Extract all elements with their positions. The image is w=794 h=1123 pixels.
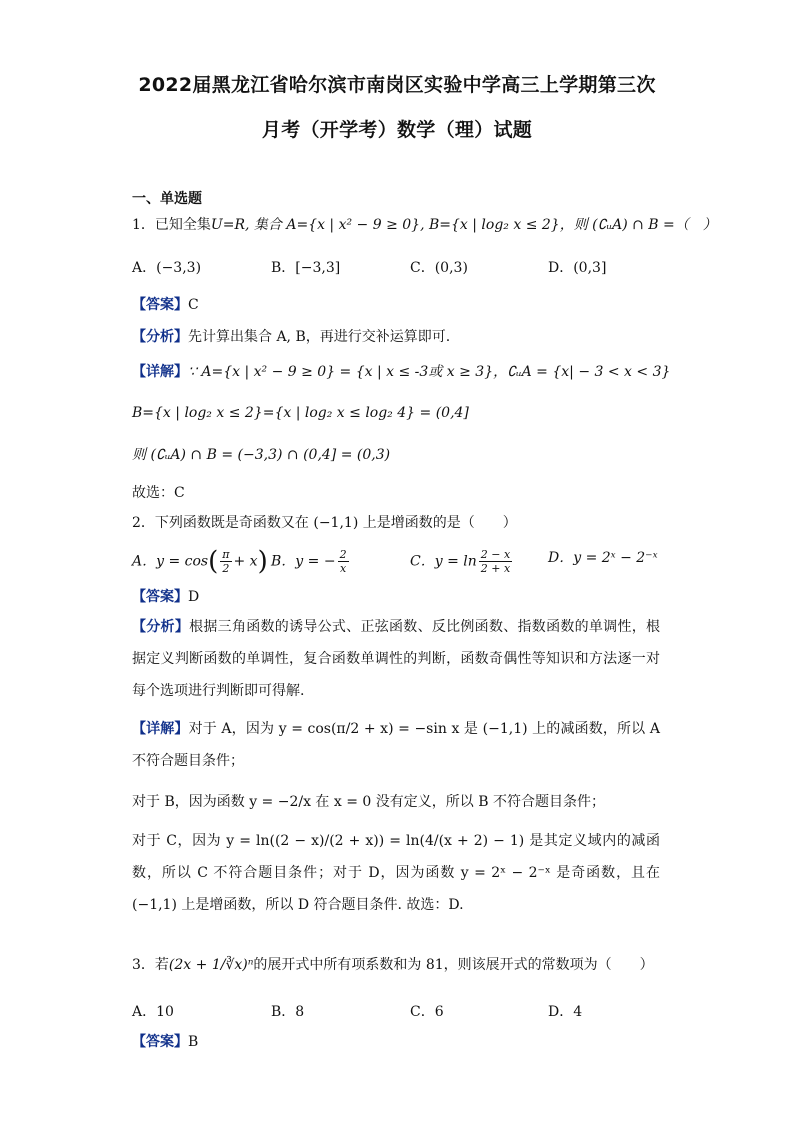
option-a-fraction	[220, 548, 231, 575]
section-heading: 一、单选题	[132, 191, 202, 207]
analysis-tag: 【分析】	[132, 329, 188, 345]
paren-open: (	[208, 546, 219, 577]
page-title-line-1: 2022届黑龙江省哈尔滨市南岗区实验中学高三上学期第三次	[138, 74, 656, 96]
analysis-text: 根据三角函数的诱导公式、正弦函数、反比例函数、指数函数的单调性，根据定义判断函数的单调性，复合函数单调性的判断，函数奇偶性等知识和方法逐一对每个选项进行判断即可得解.	[132, 619, 661, 699]
detail-tag: 【详解】	[132, 364, 188, 380]
option-b-fraction	[338, 548, 349, 575]
question-3-text: 的展开式中所有项系数和为 81，则该展开式的常数项为（ ）	[253, 957, 654, 973]
option-a-prefix: A．y = cos	[132, 553, 209, 570]
question-3-answer	[132, 1032, 198, 1052]
option-a-denominator: 2	[222, 562, 230, 575]
question-2-analysis	[132, 611, 660, 707]
question-3-option-d: D．4	[548, 1004, 583, 1020]
question-2-option-a	[132, 548, 268, 575]
question-2-option-b	[271, 548, 351, 575]
question-1-detail-line-1	[132, 362, 670, 382]
question-2-answer	[132, 587, 199, 607]
option-b-prefix: B．y = −	[271, 553, 336, 570]
question-1-answer	[132, 295, 199, 315]
question-2-detail-a	[132, 713, 660, 777]
question-1-sets: U=R, 集合 A={x | x² − 9 ≥ 0}, B={x | log₂ x ≤ 2}，则 (∁ᵤA) ∩ B =（ ）	[210, 217, 717, 233]
option-a-suffix: + x	[233, 553, 258, 570]
question-3-option-a: A．10	[132, 1004, 174, 1020]
detail-a-text: 对于 A，因为 y = cos(π/2 + x) = −sin x 是 (−1,1) 上的减函数，所以 A 不符合题目条件；	[132, 721, 660, 769]
question-1-option-a: A．(−3,3)	[132, 260, 202, 276]
page-title-line-2: 月考（开学考）数学（理）试题	[261, 119, 533, 141]
question-3-stem	[132, 955, 654, 975]
question-2-options	[132, 548, 672, 578]
option-b-numerator: 2	[339, 548, 347, 561]
question-1-option-c: C．(0,3)	[410, 260, 468, 276]
question-3-expression: (2x + 1/∛x)ⁿ	[168, 957, 254, 973]
question-1-option-d: D．(0,3]	[548, 260, 607, 276]
question-1-detail-line-2: B={x | log₂ x ≤ 2}={x | log₂ x ≤ log₂ 4} = (0,4]	[132, 405, 469, 421]
question-1-analysis	[132, 327, 450, 347]
question-1-number: 1．已知全集	[132, 217, 211, 233]
option-c-denominator: 2 + x	[480, 562, 511, 575]
answer-value: C	[188, 297, 199, 313]
option-a-numerator: π	[222, 548, 230, 561]
detail-text: ∵ A={x | x² − 9 ≥ 0} = {x | x ≤ -3或 x ≥ 3}，∁ᵤA = {x| − 3 < x < 3}	[188, 364, 671, 380]
question-1-stem	[132, 215, 717, 235]
question-3-option-c: C．6	[410, 1004, 444, 1020]
question-2-detail-c: 对于 C，因为 y = ln((2 − x)/(2 + x)) = ln(4/(x + 2) − 1) 是其定义域内的减函数，所以 C 不符合题目条件；对于 D，因为函数 y = 2ˣ − 2⁻ˣ 是奇函数，且在 (−1,1) 上是增函数，所以 D 符合题目条件. 故选：D.	[132, 833, 660, 913]
question-3-number: 3．若	[132, 957, 169, 973]
option-c-prefix: C．y = ln	[410, 553, 477, 570]
question-2-option-d: D．y = 2ˣ − 2⁻ˣ	[548, 550, 658, 566]
analysis-tag: 【分析】	[132, 619, 190, 635]
question-1-detail-line-3: 则 (∁ᵤA) ∩ B = (−3,3) ∩ (0,4] = (0,3)	[132, 447, 391, 463]
question-1-conclusion: 故选：C	[132, 485, 185, 501]
analysis-text: 先计算出集合 A, B，再进行交补运算即可.	[188, 329, 451, 345]
answer-tag: 【答案】	[132, 1034, 188, 1050]
detail-tag: 【详解】	[132, 721, 189, 737]
option-c-fraction	[479, 548, 512, 575]
answer-tag: 【答案】	[132, 297, 188, 313]
question-3-option-b: B．8	[271, 1004, 305, 1020]
question-2-stem: 2．下列函数既是奇函数又在 (−1,1) 上是增函数的是（ ）	[132, 515, 517, 531]
answer-value: B	[188, 1034, 199, 1050]
question-1-option-b: B．[−3,3]	[271, 260, 341, 276]
option-c-numerator: 2 − x	[480, 548, 511, 561]
question-2-detail-b: 对于 B，因为函数 y = −2/x 在 x = 0 没有定义，所以 B 不符合题目条件；	[132, 794, 605, 810]
answer-tag: 【答案】	[132, 589, 188, 605]
answer-value: D	[188, 589, 200, 605]
paren-close: )	[257, 546, 268, 577]
question-2-option-c	[410, 548, 514, 575]
option-b-denominator: x	[339, 562, 347, 575]
